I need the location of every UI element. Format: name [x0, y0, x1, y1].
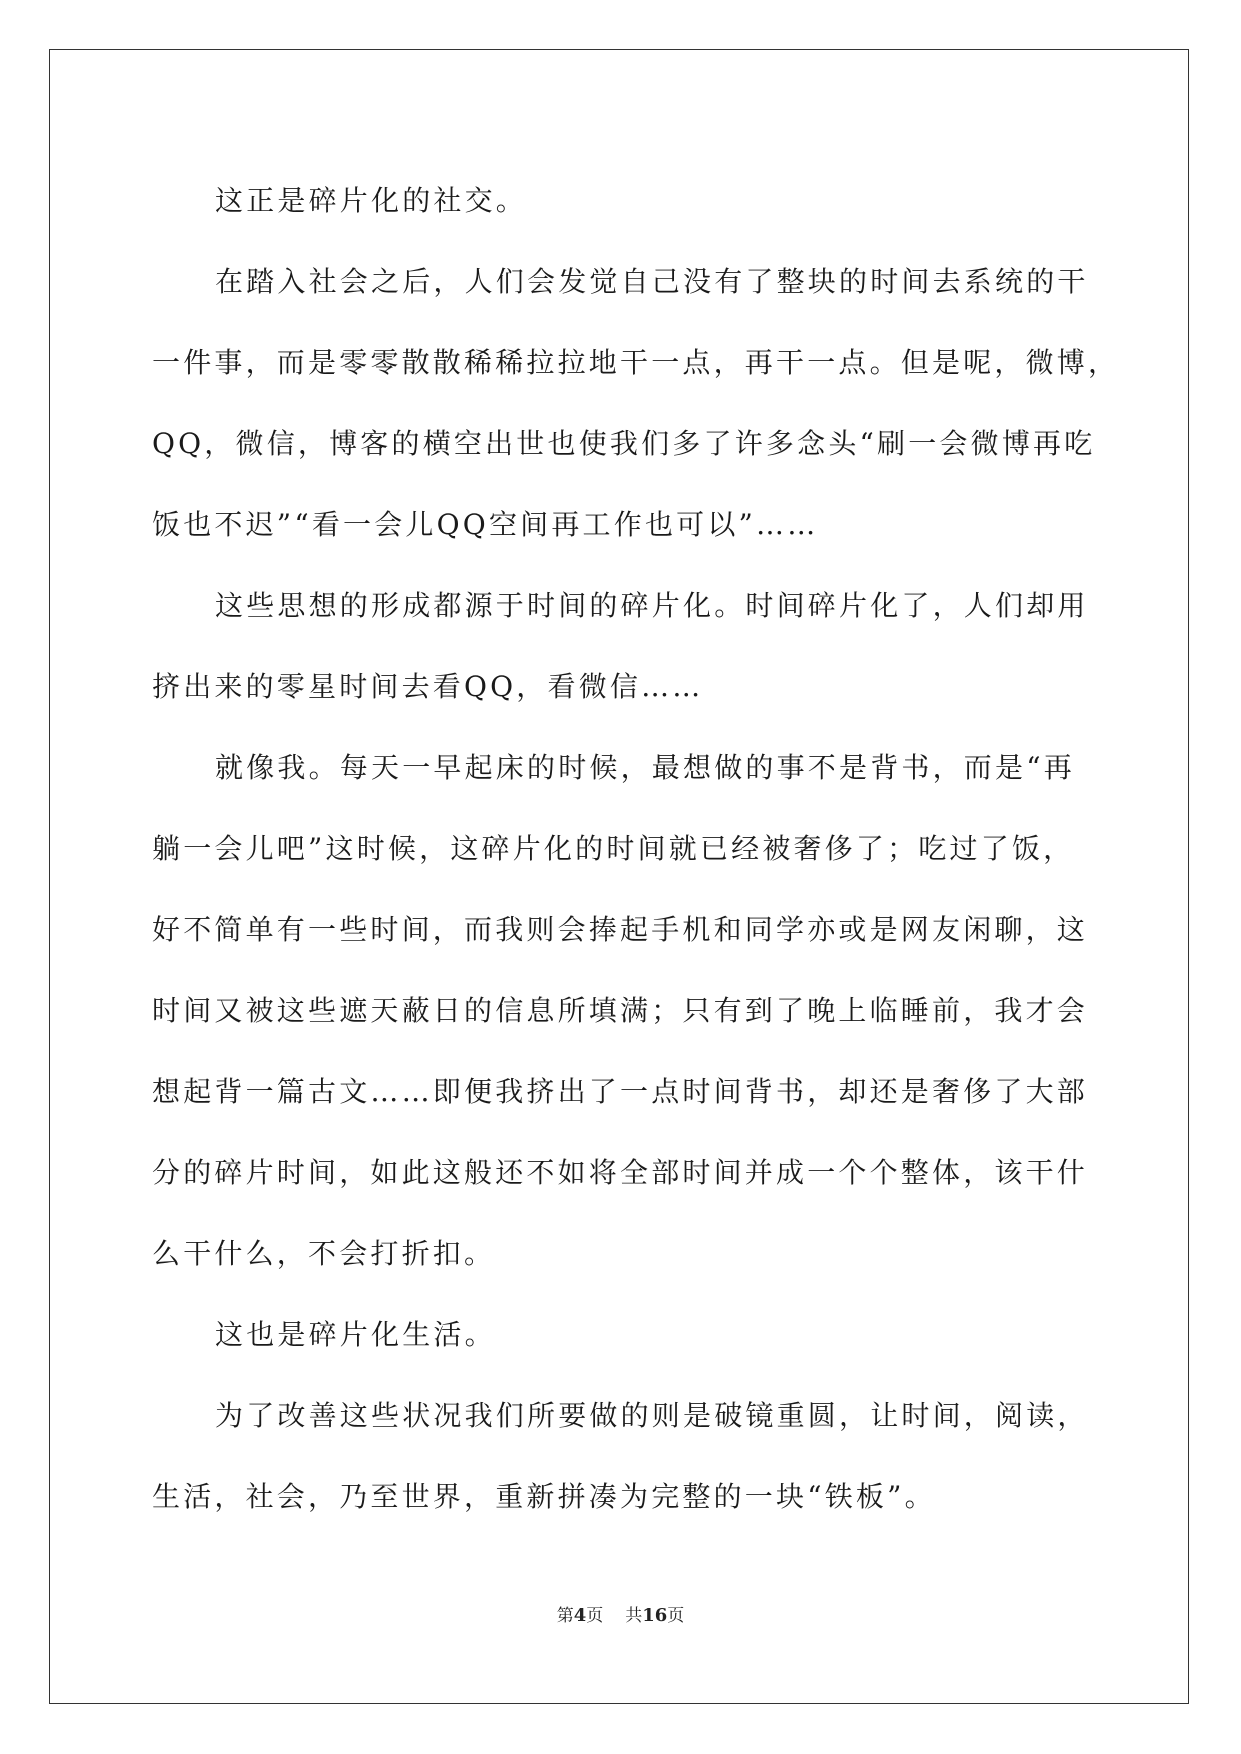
- text-line: 就像我。每天一早起床的时候，最想做的事不是背书，而是“再: [215, 751, 1075, 784]
- text-line: 饭也不迟”“看一会儿QQ空间再工作也可以”……: [152, 508, 819, 541]
- page-footer: [0, 1604, 1241, 1628]
- text-line: 时间又被这些遮天蔽日的信息所填满；只有到了晚上临睡前，我才会: [152, 994, 1089, 1027]
- text-line: 么干什么，不会打折扣。: [152, 1237, 496, 1270]
- text-line: 这也是碎片化生活。: [215, 1318, 496, 1351]
- page-suffix: 页: [586, 1606, 604, 1626]
- text-line: 生活，社会，乃至世界，重新拼凑为完整的一块“铁板”。: [152, 1480, 936, 1513]
- text-line: 躺一会儿吧”这时候，这碎片化的时间就已经被奢侈了；吃过了饭，: [152, 832, 1075, 865]
- document-body: [152, 160, 1120, 1537]
- text-line: 为了改善这些状况我们所要做的则是破镜重圆，让时间，阅读，: [215, 1399, 1089, 1432]
- text-line: 想起背一篇古文……即便我挤出了一点时间背书，却还是奢侈了大部: [152, 1075, 1089, 1108]
- page-prefix: 第: [556, 1606, 574, 1626]
- text-line: 在踏入社会之后，人们会发觉自己没有了整块的时间去系统的干: [215, 265, 1089, 298]
- text-line: 这正是碎片化的社交。: [215, 184, 528, 217]
- text-line: 这些思想的形成都源于时间的碎片化。时间碎片化了，人们却用: [215, 589, 1089, 622]
- text-line: 好不简单有一些时间，而我则会捧起手机和同学亦或是网友闲聊，这: [152, 913, 1089, 946]
- text-line: 一件事，而是零零散散稀稀拉拉地干一点，再干一点。但是呢，微博，: [152, 346, 1120, 379]
- text-line: QQ，微信，博客的横空出世也使我们多了许多念头“刷一会微博再吃: [152, 427, 1096, 460]
- total-prefix: 共: [625, 1606, 643, 1626]
- text-line: 挤出来的零星时间去看QQ，看微信……: [152, 670, 704, 703]
- page-number-current: 4: [573, 1605, 587, 1626]
- text-line: 分的碎片时间，如此这般还不如将全部时间并成一个个整体，该干什: [152, 1156, 1089, 1189]
- page-number-total: 16: [642, 1605, 668, 1626]
- total-suffix: 页: [667, 1606, 685, 1626]
